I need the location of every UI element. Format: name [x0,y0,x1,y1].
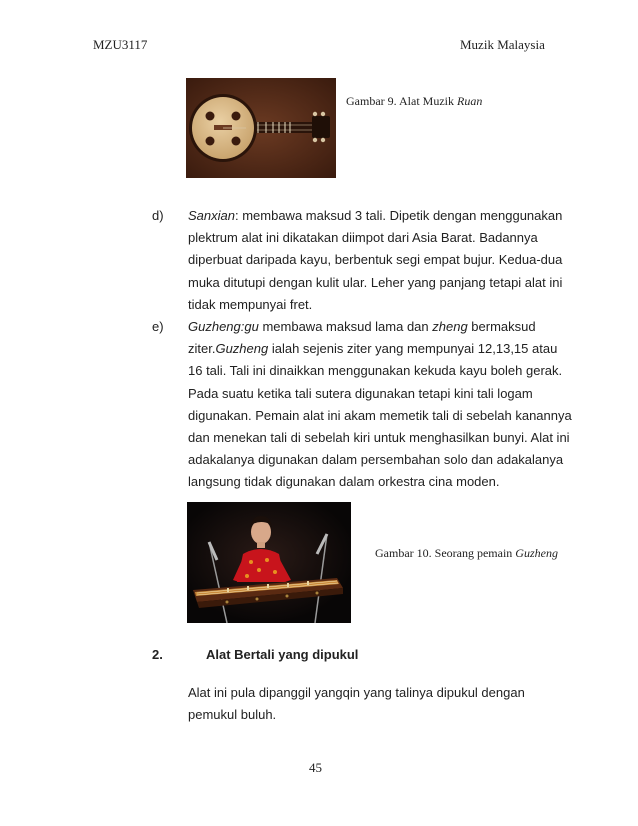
header-left: MZU3117 [93,37,148,52]
ruan-instrument-icon [186,78,336,178]
figure10-caption-emphasis: Guzheng [515,546,558,560]
guzheng-text-1: membawa maksud lama dan [258,319,433,335]
ruan-photo [186,78,336,178]
figure10-caption-text: Gambar 10. Seorang pemain [375,546,516,560]
figure9-caption [346,94,482,109]
list-item-sanxian [152,205,572,316]
page-number: 45 [309,760,322,775]
header-right: Muzik Malaysia [460,37,545,52]
term-guzheng: Guzheng [215,341,269,357]
figure10-caption [375,546,558,561]
section-paragraph: Alat ini pula dipanggil yangqin yang talinya dipukul dengan pemukul buluh. [188,685,525,722]
guzheng-player-icon [187,502,351,623]
section-title: Alat Bertali yang dipukul [206,647,359,662]
instrument-list [152,205,572,494]
sanxian-description: : membawa maksud 3 tali. Dipetik dengan menggunakan plektrum alat ini dikatakan diimpot dari Asia Barat. Badannya diperbuat daripada kayu, berbentuk segi empat bujur. Kedua-dua muka ditutupi dengan kulit ular. Leher yang panjang tetapi alat ini tidak mempunyai fret. [188,208,563,312]
term-zheng: zheng [432,319,468,335]
term-sanxian: Sanxian [188,208,235,223]
list-marker: d) [152,208,164,223]
list-item-guzheng [152,316,572,494]
term-guzheng-gu: Guzheng:gu [188,319,259,335]
section-number: 2. [152,647,163,662]
guzheng-description: ialah sejenis ziter yang mempunyai 12,13,15 atau 16 tali. Tali ini dinaikkan menggunakan kekuda kayu boleh gerak. Pada suatu ketika tali sutera digunakan tetapi kini tali logam digunakan. Pemain alat ini akam memetik tali di sebelah kanannya dan menekan tali di sebelah kiri untuk menghasilkan bunyi. Alat ini adakalanya digunakan dalam persembahan solo dan adakalanya langsung tidak digunakan dalam orkestra cina moden. [188,341,572,490]
figure9-caption-text: Gambar 9. Alat Muzik [346,94,457,108]
list-marker: e) [152,319,164,335]
guzheng-text-2: bermaksud ziter. [188,319,536,357]
figure9-caption-emphasis: Ruan [456,94,483,108]
guzheng-photo [187,502,351,623]
